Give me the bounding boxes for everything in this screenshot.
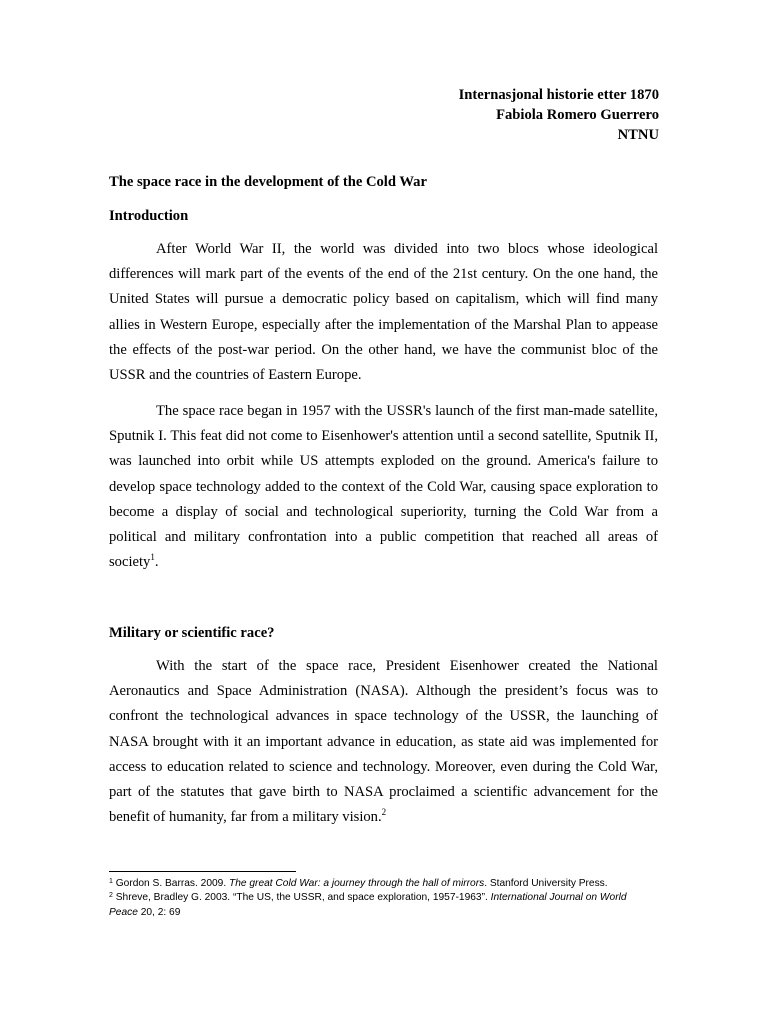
footnote-2	[109, 891, 658, 920]
footnotes	[109, 877, 658, 920]
introduction-heading: Introduction	[109, 208, 189, 224]
section2-paragraph-1-text: With the start of the space race, President Eisenhower created the National Aeronautics and Space Administration (NASA). Although the president’s focus was to confront the technological advances in space technology of the USSR, the launching of NASA brought with it an important advance in education, as state aid was implemented for access to education related to science and technology. Moreover, even during the Cold War, part of the statutes that gave birth to NASA proclaimed a scientific advancement for the benefit of humanity, far from a military vision.	[109, 658, 658, 826]
institution-name: NTNU	[617, 127, 659, 143]
footnote-reference-1[interactable]: 1	[150, 552, 155, 563]
course-name: Internasjonal historie etter 1870	[458, 87, 659, 103]
introduction-paragraph-1-text: After World War II, the world was divided into two blocs whose ideological differences will mark part of the events of the end of the 21st century. On the one hand, the United States will pursue a democratic policy based on capitalism, which will find many allies in Western Europe, especially after the implementation of the Marshal Plan to appease the effects of the post-war period. On the other hand, we have the communist bloc of the USSR and the countries of Eastern Europe.	[109, 241, 658, 384]
document-header	[459, 85, 659, 145]
author-name: Fabiola Romero Guerrero	[496, 107, 659, 123]
footnote-1-number: 1	[109, 878, 113, 885]
introduction-paragraph-2	[109, 399, 658, 575]
footnote-2-number: 2	[109, 892, 113, 900]
footnote-1-publisher: . Stanford University Press.	[484, 878, 608, 889]
footnote-reference-2[interactable]: 2	[381, 807, 387, 818]
footnote-1	[109, 877, 658, 891]
introduction-paragraph-2-end: .	[154, 554, 159, 571]
footnote-2-text: Shreve, Bradley G. 2003. “The US, the USSR, and space exploration, 1957-1963”.	[112, 892, 491, 904]
document-title: The space race in the development of the Cold War	[109, 174, 427, 190]
footnote-1-text: Gordon S. Barras. 2009.	[112, 878, 229, 889]
footnote-2-volume: 20, 2: 69	[137, 906, 181, 918]
footnote-separator	[109, 871, 296, 872]
footnote-1-title: The great Cold War: a journey through the hall of mirrors	[229, 878, 485, 889]
introduction-paragraph-1	[109, 237, 658, 388]
footnote-2-journal: International Journal on World Peace	[109, 892, 627, 918]
section2-paragraph-1	[109, 654, 658, 830]
introduction-paragraph-2-text: The space race began in 1957 with the USSR's launch of the first man-made satellite, Sputnik I. This feat did not come to Eisenhower's attention until a second satellite, Sputnik II, was launched into orbit while US attempts exploded on the ground. America's failure to develop space technology added to the context of the Cold War, causing space exploration to become a display of social and technological superiority, turning the Cold War from a political and military confrontation into a public competition that reached all areas of society	[109, 403, 658, 571]
section-heading-military-or-scientific: Military or scientific race?	[109, 625, 275, 641]
